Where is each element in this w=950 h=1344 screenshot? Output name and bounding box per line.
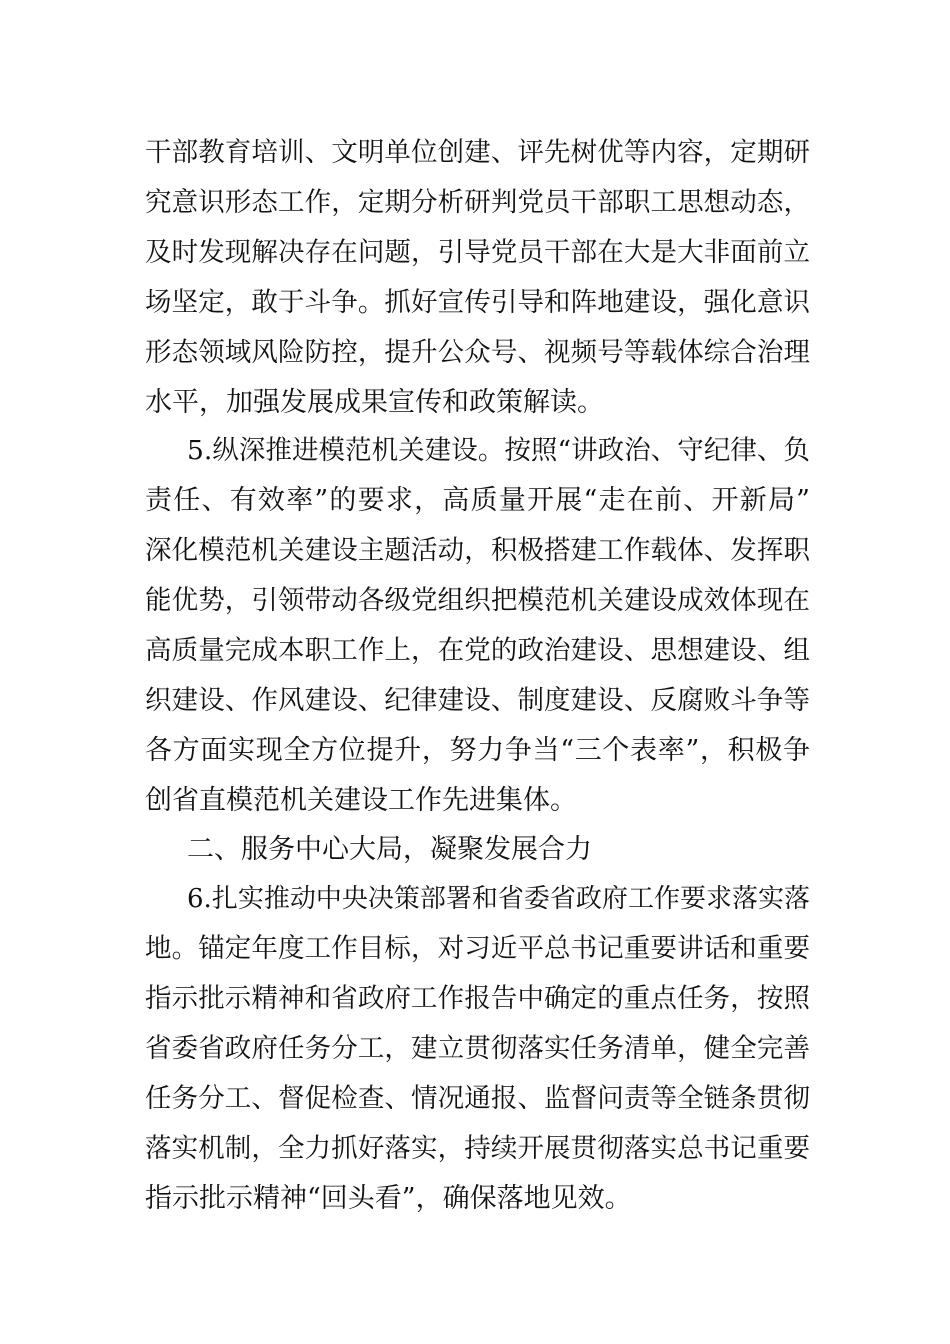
- text-line: 织建设、作风建设、纪律建设、制度建设、反腐败斗争等: [145, 685, 810, 716]
- text-line: 深化模范机关建设主题活动，积极搭建工作载体、发挥职: [145, 535, 810, 566]
- text-line: 形态领域风险防控，提升公众号、视频号等载体综合治理: [145, 337, 810, 368]
- section-heading: 二、服务中心大局，凝聚发展合力: [187, 834, 592, 865]
- text-line: 指示批示精神和省政府工作报告中确定的重点任务，按照: [145, 983, 810, 1014]
- text-line: 高质量完成本职工作上，在党的政治建设、思想建设、组: [145, 635, 810, 666]
- text-line: 究意识形态工作，定期分析研判党员干部职工思想动态，: [145, 187, 810, 218]
- text-line: 各方面实现全方位提升，努力争当“三个表率”，积极争: [145, 735, 810, 766]
- text-line: 落实机制，全力抓好落实，持续开展贯彻落实总书记重要: [145, 1133, 810, 1164]
- paragraph-6-heading: 6.扎实推动中央决策部署和省委省政府工作要求落实落: [187, 884, 810, 914]
- text-line: 及时发现解决存在问题，引导党员干部在大是大非面前立: [145, 237, 810, 268]
- text-line: 责任、有效率”的要求，高质量开展“走在前、开新局”: [145, 485, 810, 516]
- text-line: 能优势，引领带动各级党组织把模范机关建设成效体现在: [145, 585, 810, 616]
- text-line: 任务分工、督促检查、情况通报、监督问责等全链条贯彻: [145, 1083, 810, 1114]
- text-line: 干部教育培训、文明单位创建、评先树优等内容，定期研: [145, 137, 810, 168]
- text-line: 地。锚定年度工作目标，对习近平总书记重要讲话和重要: [145, 933, 810, 964]
- paragraph-5-heading: 5.纵深推进模范机关建设。按照“讲政治、守纪律、负: [187, 435, 810, 466]
- text-line: 省委省政府任务分工，建立贯彻落实任务清单，健全完善: [145, 1033, 810, 1064]
- text-line: 水平，加强发展成果宣传和政策解读。: [145, 387, 604, 418]
- text-line: 场坚定，敢于斗争。抓好宣传引导和阵地建设，强化意识: [145, 287, 810, 318]
- text-line: 创省直模范机关建设工作先进集体。: [145, 785, 577, 816]
- text-line: 指示批示精神“回头看”，确保落地见效。: [145, 1183, 632, 1214]
